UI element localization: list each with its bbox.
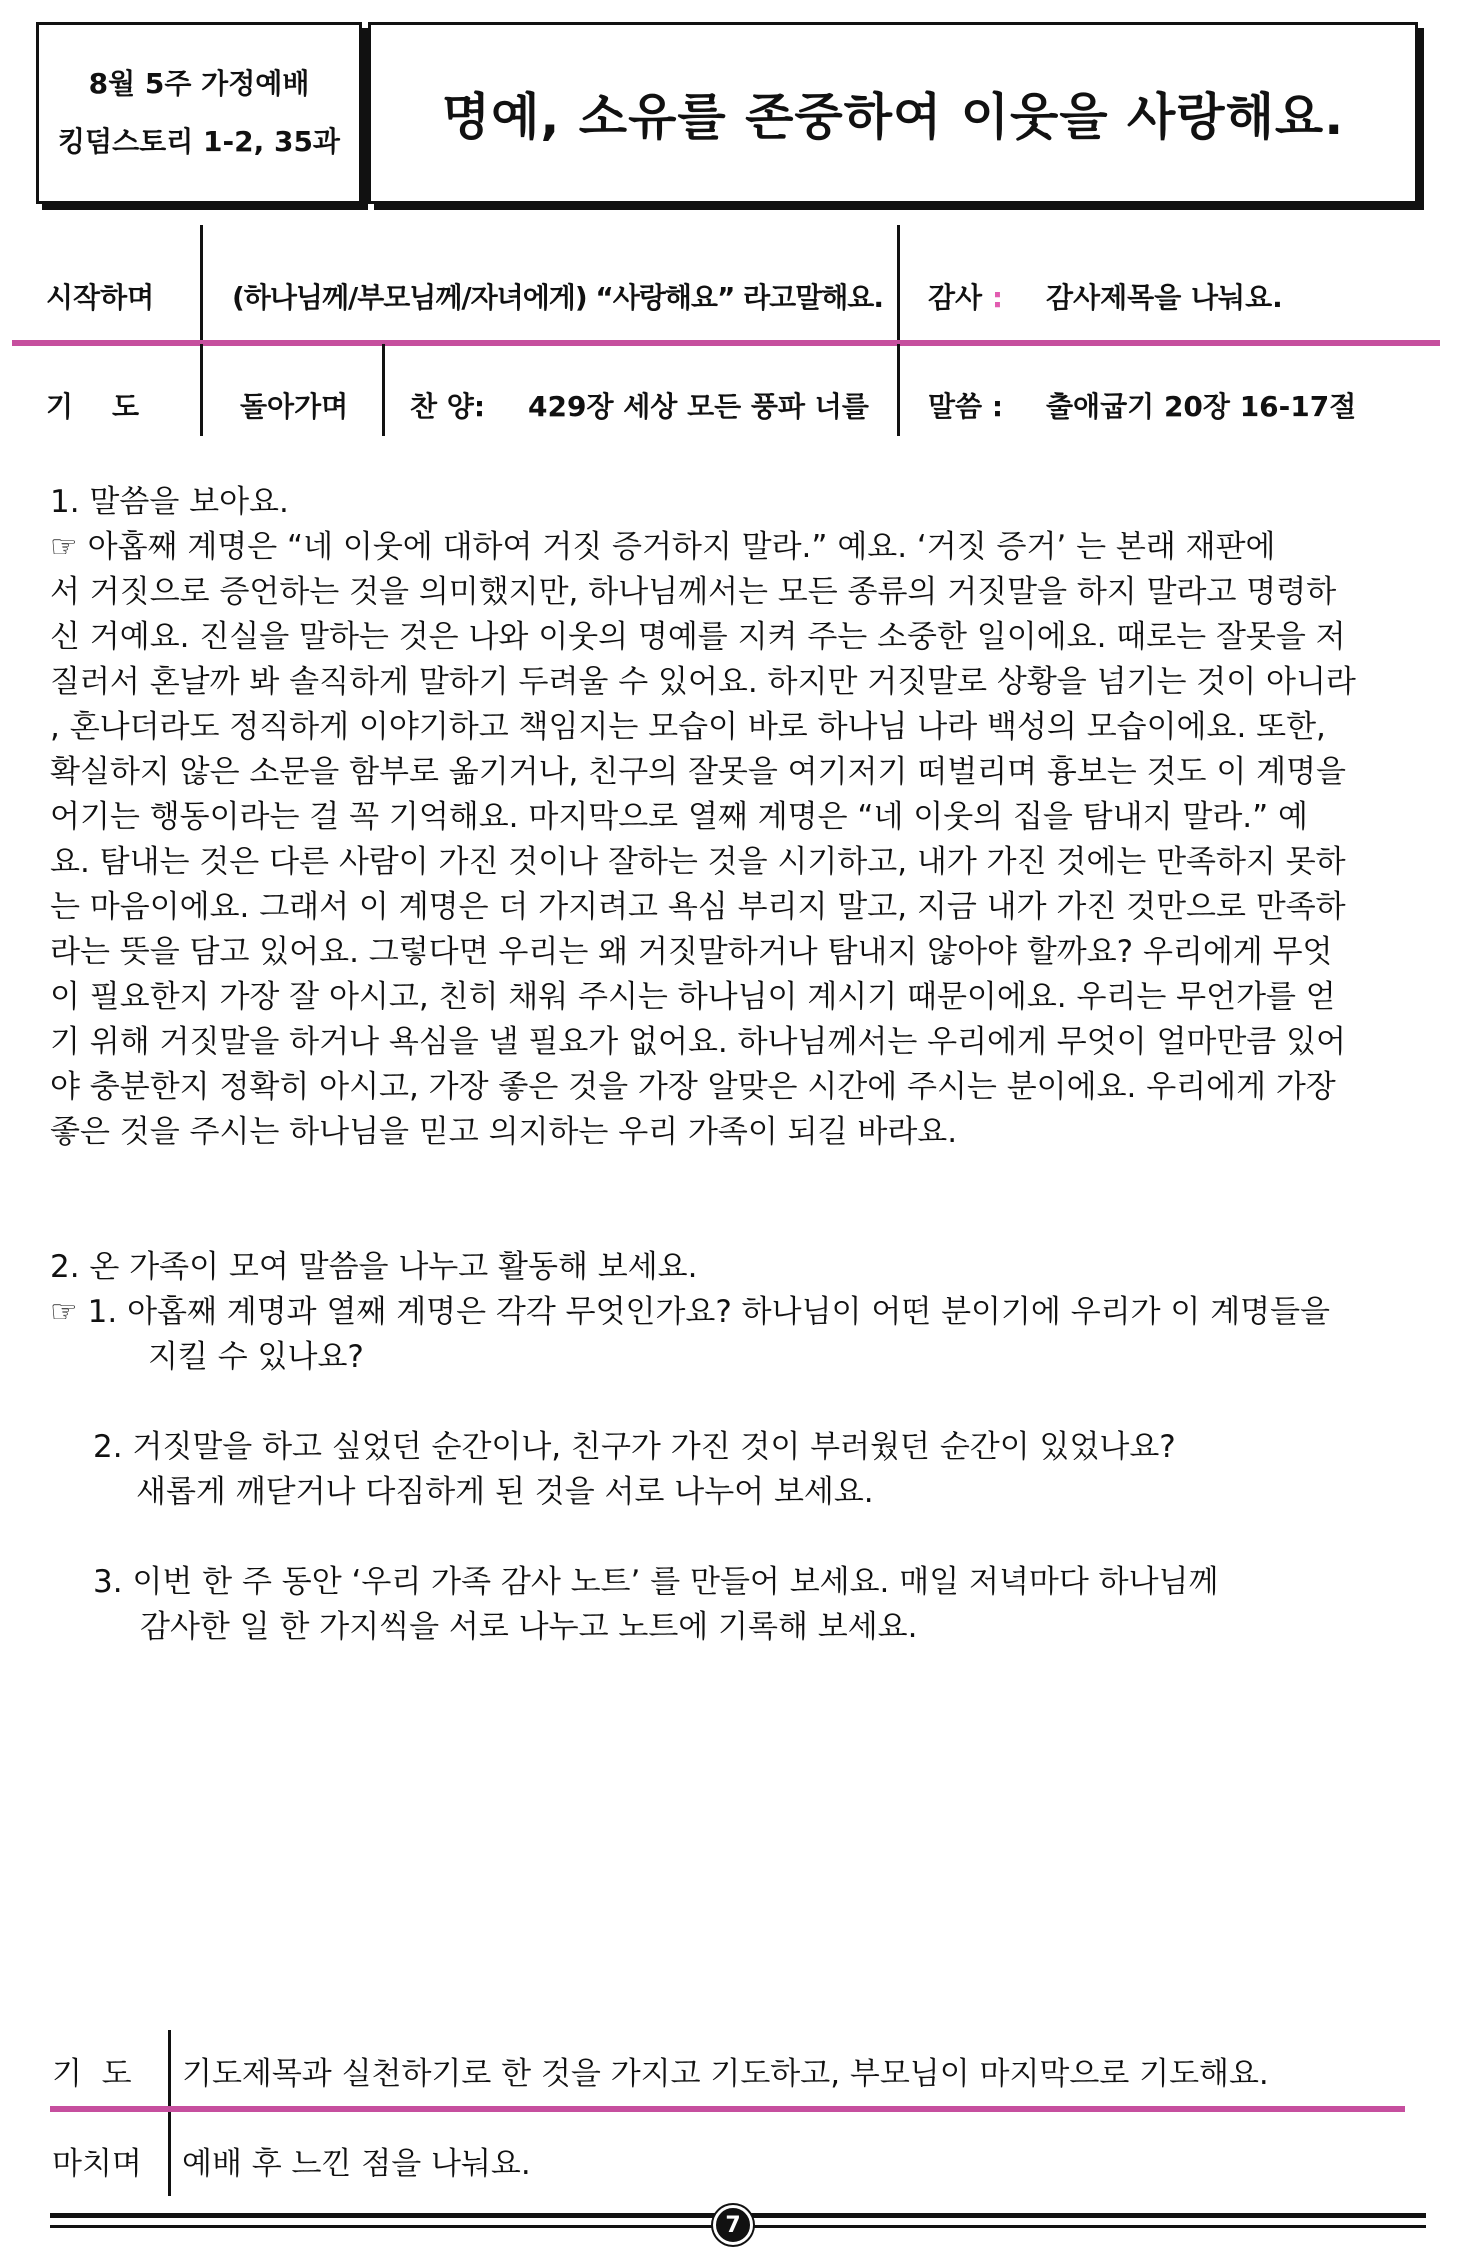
divider [168,2030,171,2108]
body-line: 질러서 혼날까 봐 솔직하게 말하기 두려울 수 있어요. 하지만 거짓말로 상황을 넘기는 것이 아니라 [50,664,1356,700]
page-number: 7 [713,2205,753,2245]
divider [200,225,203,343]
body-line: 기 위해 거짓말을 하거나 욕심을 낼 필요가 없어요. 하나님께서는 우리에게 무엇이 얼마만큼 있어 [50,1024,1346,1060]
section2-heading: 2. 온 가족이 모여 말씀을 나누고 활동해 보세요. [50,1249,698,1285]
question-2-cont: 새롭게 깨닫거나 다짐하게 된 것을 서로 나누어 보세요. [136,1474,874,1510]
body-line: ☞ 아홉째 계명은 “네 이웃에 대하여 거짓 증거하지 말라.” 예요. ‘거짓 증거’ 는 본래 재판에 [50,529,1276,565]
word-text: 출애굽기 20장 16-17절 [1046,390,1357,423]
start-label: 시작하며 [46,281,155,314]
thanks-label: 감사 : [928,281,1004,314]
page-title-box [368,22,1418,204]
divider [897,344,900,436]
week-line: 8월 5주 가정예배 [88,67,310,100]
body-line: 이 필요한지 가장 잘 아시고, 친히 채워 주시는 하나님이 계시기 때문이에요. 우리는 무언가를 얻 [50,979,1336,1015]
prayer-label: 기 도 [46,390,140,423]
prayer-text: 돌아가며 [240,390,349,423]
body-line: 야 충분한지 정확히 아시고, 가장 좋은 것을 가장 알맞은 시간에 주시는 분이에요. 우리에게 가장 [50,1069,1336,1105]
question-1: ☞ 1. 아홉째 계명과 열째 계명은 각각 무엇인가요? 하나님이 어떤 분이기에 우리가 이 계명들을 [50,1294,1330,1330]
divider [897,225,900,343]
thanks-colon: : [991,281,1004,314]
closing-end-text: 예배 후 느낀 점을 나눠요. [182,2146,531,2182]
body-line: 신 거예요. 진실을 말하는 것은 나와 이웃의 명예를 지켜 주는 소중한 일이에요. 때로는 잘못을 저 [50,619,1346,655]
thanks-text: 감사제목을 나눠요. [1046,281,1283,314]
divider [168,2112,171,2196]
lesson-line: 킹덤스토리 1-2, 35과 [58,125,340,158]
body-line: 요. 탐내는 것은 다른 사람이 가진 것이나 잘하는 것을 시기하고, 내가 가진 것에는 만족하지 못하 [50,844,1346,880]
body-line: 어기는 행동이라는 걸 꼭 기억해요. 마지막으로 열째 계명은 “네 이웃의 집을 탐내지 말라.” 예 [50,799,1308,835]
divider [200,344,203,436]
hymn-text: 429장 세상 모든 풍파 너를 [528,390,869,423]
body-line: , 혼나더라도 정직하게 이야기하고 책임지는 모습이 바로 하나님 나라 백성의 모습이에요. 또한, [50,709,1326,745]
section1-heading: 1. 말씀을 보아요. [50,484,289,520]
question-3-cont: 감사한 일 한 가지씩을 서로 나누고 노트에 기록해 보세요. [140,1609,918,1645]
closing-end-label: 마치며 [52,2146,142,2182]
section1-body [50,525,1420,1155]
start-text: (하나님께/부모님께/자녀에게) “사랑해요” 라고말해요. [232,281,883,314]
body-line: 확실하지 않은 소문을 함부로 옮기거나, 친구의 잘못을 여기저기 떠벌리며 흉보는 것도 이 계명을 [50,754,1346,790]
word-label: 말씀 : [928,390,1004,423]
divider [382,344,385,436]
closing-prayer-text: 기도제목과 실천하기로 한 것을 가지고 기도하고, 부모님이 마지막으로 기도해요. [182,2056,1269,2092]
pink-divider [50,2106,1405,2112]
main-content [50,480,1420,1650]
body-line: 라는 뜻을 담고 있어요. 그렇다면 우리는 왜 거짓말하거나 탐내지 않아야 할까요? 우리에게 무엇 [50,934,1333,970]
week-info-box [36,22,362,204]
body-line: 좋은 것을 주시는 하나님을 믿고 의지하는 우리 가족이 되길 바라요. [50,1114,958,1150]
body-line: 서 거짓으로 증언하는 것을 의미했지만, 하나님께서는 모든 종류의 거짓말을 하지 말라고 명령하 [50,574,1337,610]
question-2: 2. 거짓말을 하고 싶었던 순간이나, 친구가 가진 것이 부러웠던 순간이 있었나요? [93,1429,1176,1465]
pink-divider [12,340,1440,346]
question-1-cont: 지킬 수 있나요? [148,1339,364,1375]
closing-prayer-label: 기 도 [52,2056,132,2092]
page-title: 명예, 소유를 존중하여 이웃을 사랑해요. [441,88,1345,146]
hymn-label: 찬 양: [410,390,486,423]
body-line: 는 마음이에요. 그래서 이 계명은 더 가지려고 욕심 부리지 말고, 지금 내가 가진 것만으로 만족하 [50,889,1346,925]
question-3: 3. 이번 한 주 동안 ‘우리 가족 감사 노트’ 를 만들어 보세요. 매일 저녁마다 하나님께 [93,1564,1219,1600]
